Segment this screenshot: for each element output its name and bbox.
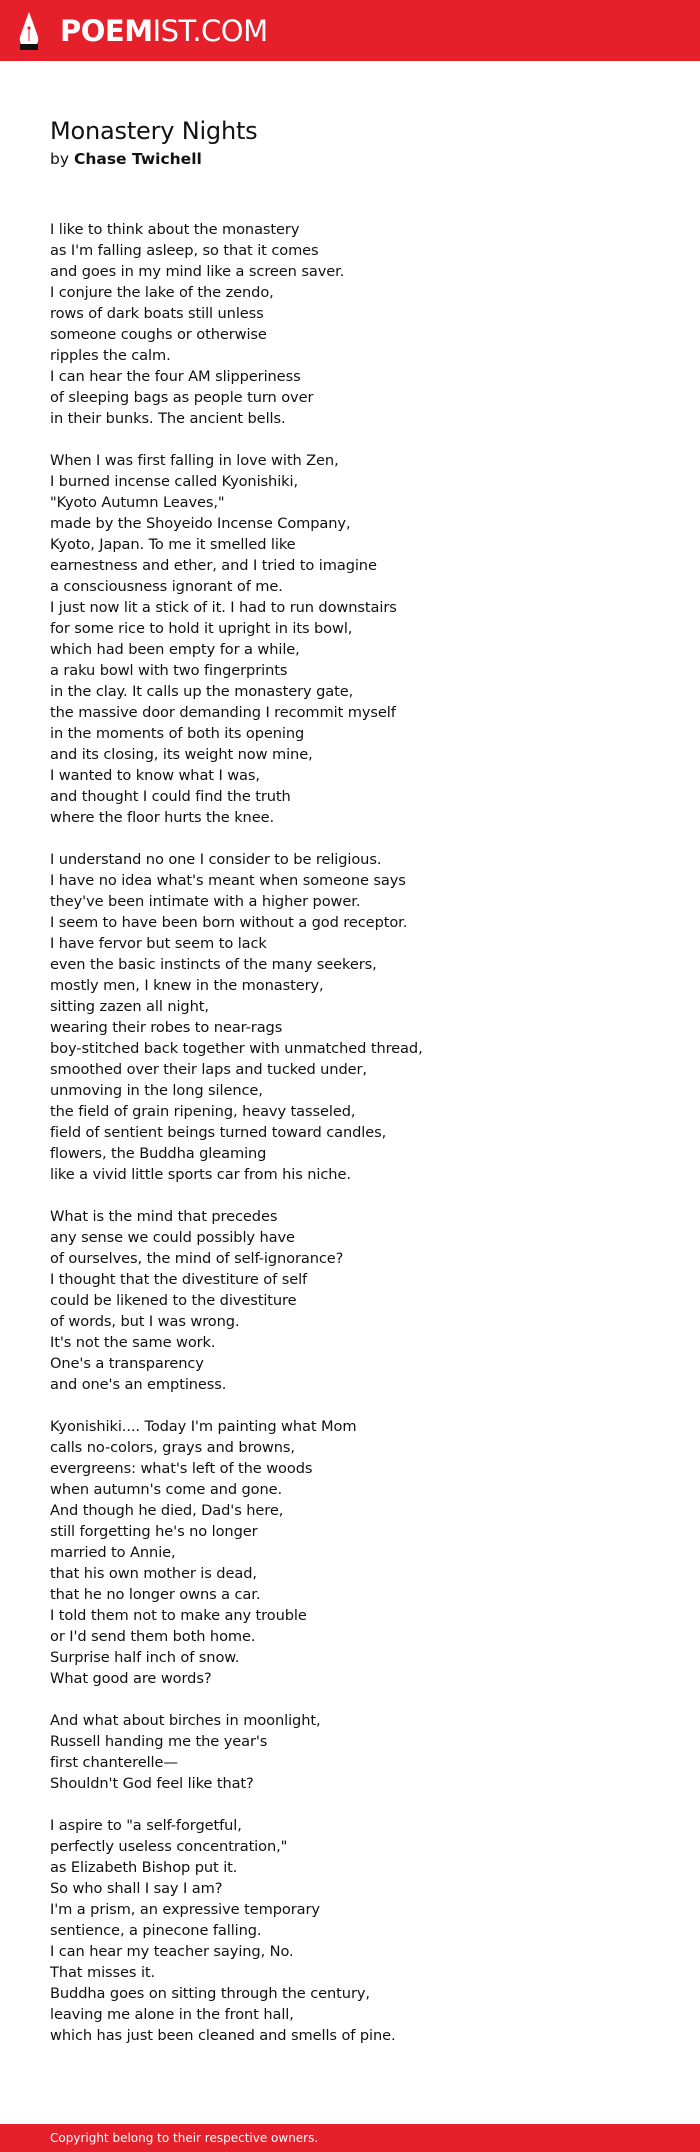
byline	[50, 148, 650, 170]
poem-line: sentience, a pinecone falling.	[50, 1922, 262, 1939]
poem-stanza	[50, 1815, 650, 2046]
site-footer	[0, 2124, 700, 2152]
poem-line: of ourselves, the mind of self-ignorance?	[50, 1250, 344, 1267]
poem-line: that his own mother is dead,	[50, 1565, 257, 1582]
poem-line: I aspire to "a self-forgetful,	[50, 1817, 242, 1834]
poem-line: mostly men, I knew in the monastery,	[50, 977, 324, 994]
poem-line: boy-stitched back together with unmatched thread,	[50, 1040, 423, 1057]
poem-line: in their bunks. The ancient bells.	[50, 410, 286, 427]
poem-line: "Kyoto Autumn Leaves,"	[50, 494, 225, 511]
poem-line: I conjure the lake of the zendo,	[50, 284, 274, 301]
poem-line: that he no longer owns a car.	[50, 1586, 261, 1603]
poem-line: calls no-colors, grays and browns,	[50, 1439, 295, 1456]
poem-line: field of sentient beings turned toward candles,	[50, 1124, 387, 1141]
poem-line: One's a transparency	[50, 1355, 204, 1372]
brand-wordmark	[60, 13, 268, 48]
poem-stanza	[50, 219, 650, 429]
poem-line: someone coughs or otherwise	[50, 326, 267, 343]
poem-stanza	[50, 450, 650, 828]
poem-line: smoothed over their laps and tucked under,	[50, 1061, 367, 1078]
copyright-notice: Copyright belong to their respective owners.	[50, 2131, 319, 2145]
poem-line: any sense we could possibly have	[50, 1229, 295, 1246]
poem-line: flowers, the Buddha gleaming	[50, 1145, 267, 1162]
poem-line: and its closing, its weight now mine,	[50, 746, 313, 763]
poem-line: wearing their robes to near-rags	[50, 1019, 283, 1036]
poem-line: I like to think about the monastery	[50, 221, 300, 238]
poem-title: Monastery Nights	[50, 117, 258, 145]
poem-line: first chanterelle—	[50, 1754, 178, 1771]
poem-line: I wanted to know what I was,	[50, 767, 260, 784]
fountain-pen-nib-icon	[16, 11, 42, 51]
poem-line: perfectly useless concentration,"	[50, 1838, 288, 1855]
poem-line: Russell handing me the year's	[50, 1733, 268, 1750]
poem-line: earnestness and ether, and I tried to imagine	[50, 557, 377, 574]
poem-line: as Elizabeth Bishop put it.	[50, 1859, 238, 1876]
brand-bold: POEM	[60, 13, 153, 48]
author-name: Chase Twichell	[73, 150, 202, 168]
poem-line: It's not the same work.	[50, 1334, 216, 1351]
poem-line: And what about birches in moonlight,	[50, 1712, 321, 1729]
poem-line: I can hear the four AM slipperiness	[50, 368, 301, 385]
poem-line: and one's an emptiness.	[50, 1376, 227, 1393]
poem-line: rows of dark boats still unless	[50, 305, 264, 322]
poem-stanza	[50, 1206, 650, 1395]
poem-line: which has just been cleaned and smells of pine.	[50, 2027, 396, 2044]
poem-line: or I'd send them both home.	[50, 1628, 256, 1645]
poem-line: for some rice to hold it upright in its bowl,	[50, 620, 353, 637]
poem-header	[50, 116, 650, 170]
poem-line: I understand no one I consider to be religious.	[50, 851, 382, 868]
poem-line: Surprise half inch of snow.	[50, 1649, 240, 1666]
poem-line: When I was first falling in love with Zen,	[50, 452, 339, 469]
poem-line: What good are words?	[50, 1670, 212, 1687]
poem-stanza	[50, 1710, 650, 1794]
poem-line: And though he died, Dad's here,	[50, 1502, 284, 1519]
poem-line: What is the mind that precedes	[50, 1208, 278, 1225]
poem-line: as I'm falling asleep, so that it comes	[50, 242, 319, 259]
site-logo-link[interactable]	[16, 10, 268, 52]
poem-line: made by the Shoyeido Incense Company,	[50, 515, 351, 532]
poem-line: Kyonishiki.... Today I'm painting what Mom	[50, 1418, 357, 1435]
poem-line: the field of grain ripening, heavy tasseled,	[50, 1103, 356, 1120]
poem-line: even the basic instincts of the many seekers,	[50, 956, 377, 973]
poem-line: when autumn's come and gone.	[50, 1481, 283, 1498]
poem-line: I have no idea what's meant when someone says	[50, 872, 406, 889]
poem-line: and goes in my mind like a screen saver.	[50, 263, 345, 280]
poem-line: unmoving in the long silence,	[50, 1082, 263, 1099]
poem-line: I seem to have been born without a god receptor.	[50, 914, 408, 931]
poem-line: I burned incense called Kyonishiki,	[50, 473, 298, 490]
poem-line: still forgetting he's no longer	[50, 1523, 258, 1540]
poem-line: I'm a prism, an expressive temporary	[50, 1901, 320, 1918]
poem-line: Kyoto, Japan. To me it smelled like	[50, 536, 296, 553]
poem-line: I can hear my teacher saying, No.	[50, 1943, 294, 1960]
poem-line: So who shall I say I am?	[50, 1880, 223, 1897]
poem-line: a consciousness ignorant of me.	[50, 578, 283, 595]
poem-line: I just now lit a stick of it. I had to run downstairs	[50, 599, 397, 616]
poem-line: which had been empty for a while,	[50, 641, 300, 658]
poem-line: where the floor hurts the knee.	[50, 809, 274, 826]
poem-line: married to Annie,	[50, 1544, 176, 1561]
poem-line: sitting zazen all night,	[50, 998, 209, 1015]
poem-line: I thought that the divestiture of self	[50, 1271, 308, 1288]
poem-line: ripples the calm.	[50, 347, 171, 364]
poem-line: like a vivid little sports car from his niche.	[50, 1166, 351, 1183]
poem-line: I told them not to make any trouble	[50, 1607, 307, 1624]
poem-line: and thought I could find the truth	[50, 788, 291, 805]
poem-line: of sleeping bags as people turn over	[50, 389, 314, 406]
poem-line: Shouldn't God feel like that?	[50, 1775, 254, 1792]
poem-line: leaving me alone in the front hall,	[50, 2006, 294, 2023]
poem-line: evergreens: what's left of the woods	[50, 1460, 313, 1477]
poem-line: they've been intimate with a higher power.	[50, 893, 361, 910]
poem-line: I have fervor but seem to lack	[50, 935, 267, 952]
poem-line: Buddha goes on sitting through the century,	[50, 1985, 370, 2002]
byline-prefix: by	[50, 150, 70, 168]
site-header	[0, 0, 700, 61]
poem-body	[50, 219, 650, 2067]
poem-stanza	[50, 849, 650, 1185]
poem-line: of words, but I was wrong.	[50, 1313, 240, 1330]
poem-line: in the clay. It calls up the monastery gate,	[50, 683, 354, 700]
poem-line: That misses it.	[50, 1964, 156, 1981]
poem-line: the massive door demanding I recommit myself	[50, 704, 396, 721]
poem-line: in the moments of both its opening	[50, 725, 305, 742]
poem-line: a raku bowl with two fingerprints	[50, 662, 288, 679]
poem-stanza	[50, 1416, 650, 1689]
poem-line: could be likened to the divestiture	[50, 1292, 297, 1309]
brand-light: IST.COM	[152, 13, 268, 48]
